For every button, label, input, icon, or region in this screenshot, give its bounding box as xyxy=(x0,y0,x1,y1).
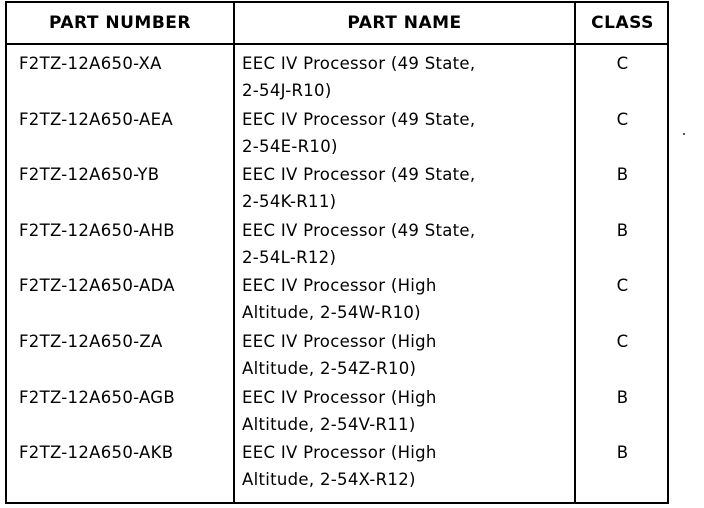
header-part-number: PART NUMBER xyxy=(48,13,191,33)
table-row xyxy=(7,106,667,162)
class-cell: C xyxy=(616,109,629,129)
part-name-line: EEC IV Processor (High xyxy=(242,331,437,351)
header-class: CLASS xyxy=(591,13,654,33)
table-row xyxy=(7,217,667,273)
part-number-cell: F2TZ-12A650-YB xyxy=(19,165,160,185)
part-name-line: 2-54J-R10) xyxy=(242,81,332,100)
part-number-cell: F2TZ-12A650-XA xyxy=(19,54,162,73)
header-part-name: PART NAME xyxy=(347,13,462,33)
part-name-line: 2-54K-R11) xyxy=(242,192,337,212)
part-number-cell: F2TZ-12A650-AHB xyxy=(19,220,175,240)
class-cell: B xyxy=(616,220,629,240)
class-cell: C xyxy=(616,331,629,351)
class-cell: B xyxy=(616,443,629,463)
table-row xyxy=(7,50,667,106)
table-row xyxy=(7,328,667,384)
table-row xyxy=(7,439,667,495)
scan-speck xyxy=(683,133,685,135)
part-number-cell: F2TZ-12A650-ZA xyxy=(19,331,163,351)
part-name-cell xyxy=(242,217,567,271)
part-number-cell: F2TZ-12A650-AEA xyxy=(19,109,173,129)
part-name-cell xyxy=(242,439,567,493)
class-cell: C xyxy=(616,54,629,73)
part-name-line: Altitude, 2-54V-R11) xyxy=(242,414,416,434)
part-name-line: EEC IV Processor (49 State, xyxy=(242,220,476,240)
part-name-line: Altitude, 2-54X-R12) xyxy=(242,470,416,490)
part-name-cell xyxy=(242,272,567,326)
parts-table xyxy=(5,1,669,504)
part-name-cell xyxy=(242,384,567,438)
part-name-line: EEC IV Processor (49 State, xyxy=(242,54,476,73)
part-name-line: Altitude, 2-54W-R10) xyxy=(242,303,421,323)
part-name-line: EEC IV Processor (High xyxy=(242,276,437,296)
part-name-line: EEC IV Processor (High xyxy=(242,387,437,407)
class-cell: C xyxy=(616,276,629,296)
part-name-line: 2-54L-R12) xyxy=(242,247,337,267)
table-row xyxy=(7,161,667,217)
class-cell: B xyxy=(616,387,629,407)
table-header xyxy=(7,3,667,45)
part-number-cell: F2TZ-12A650-AKB xyxy=(19,443,174,463)
part-name-line: EEC IV Processor (High xyxy=(242,443,437,463)
class-cell: B xyxy=(616,165,629,185)
table-row xyxy=(7,272,667,328)
part-name-line: Altitude, 2-54Z-R10) xyxy=(242,358,417,378)
part-name-line: EEC IV Processor (49 State, xyxy=(242,165,476,185)
part-name-cell xyxy=(242,161,567,215)
part-name-line: EEC IV Processor (49 State, xyxy=(242,109,476,129)
part-name-cell xyxy=(242,50,567,104)
part-name-cell xyxy=(242,328,567,382)
part-number-cell: F2TZ-12A650-AGB xyxy=(19,387,176,407)
table-row xyxy=(7,384,667,440)
part-name-cell xyxy=(242,106,567,160)
table-body xyxy=(7,50,667,495)
part-name-line: 2-54E-R10) xyxy=(242,136,338,156)
part-number-cell: F2TZ-12A650-ADA xyxy=(19,276,175,296)
